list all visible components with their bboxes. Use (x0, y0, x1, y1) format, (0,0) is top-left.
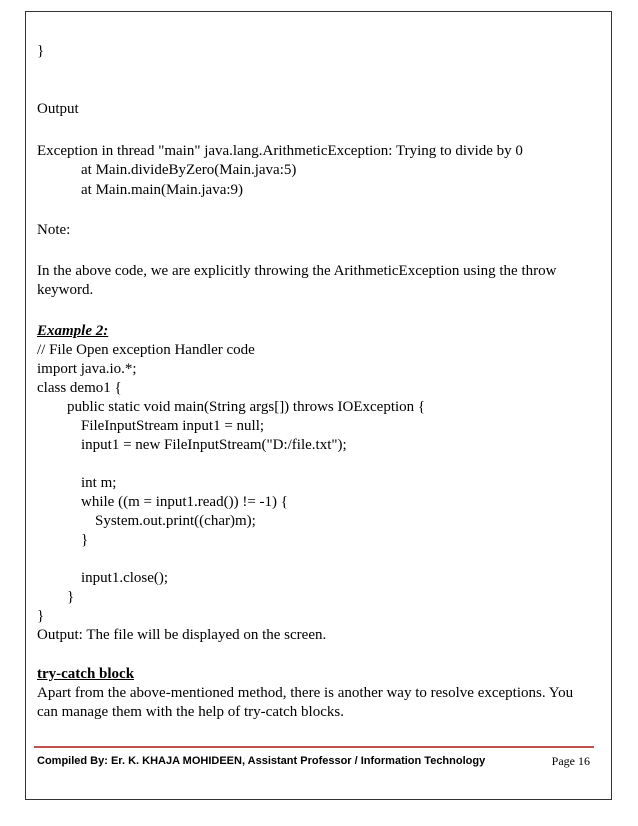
code-line: } (67, 589, 75, 605)
note-text: keyword. (37, 282, 94, 298)
trycatch-text: Apart from the above-mentioned method, there is another way to resolve exceptions. You (37, 685, 574, 701)
page-number: Page 16 (551, 754, 590, 768)
footer-rule (34, 746, 594, 748)
code-line: input1.close(); (81, 570, 169, 586)
code-line: } (81, 532, 89, 548)
example-heading: Example 2: (37, 323, 109, 339)
code-line: System.out.print((char)m); (95, 513, 256, 529)
code-line: public static void main(String args[]) throws IOException { (67, 399, 426, 415)
code-line: } (37, 608, 45, 624)
code-line: input1 = new FileInputStream("D:/file.txt"); (81, 437, 347, 453)
code-line: // File Open exception Handler code (37, 342, 255, 358)
code-line: while ((m = input1.read()) != -1) { (81, 494, 288, 510)
exception-line: at Main.divideByZero(Main.java:5) (81, 162, 297, 178)
exception-line: Exception in thread "main" java.lang.ArithmeticException: Trying to divide by 0 (37, 143, 523, 159)
trycatch-heading: try-catch block (37, 666, 135, 682)
output-heading: Output (37, 101, 79, 117)
code-line: FileInputStream input1 = null; (81, 418, 265, 434)
note-text: In the above code, we are explicitly throwing the ArithmeticException using the throw (37, 263, 557, 279)
exception-line: at Main.main(Main.java:9) (81, 182, 244, 198)
output-text: Output: The file will be displayed on the screen. (37, 627, 327, 643)
trycatch-text: can manage them with the help of try-catch blocks. (37, 704, 344, 720)
code-line: int m; (81, 475, 117, 491)
closing-brace: } (37, 43, 45, 59)
note-heading: Note: (37, 222, 71, 238)
code-line: import java.io.*; (37, 361, 137, 377)
page-footer (37, 752, 590, 770)
footer-author: Compiled By: Er. K. KHAJA MOHIDEEN, Assistant Professor / Information Technology (37, 755, 486, 767)
code-line: class demo1 { (37, 380, 122, 396)
